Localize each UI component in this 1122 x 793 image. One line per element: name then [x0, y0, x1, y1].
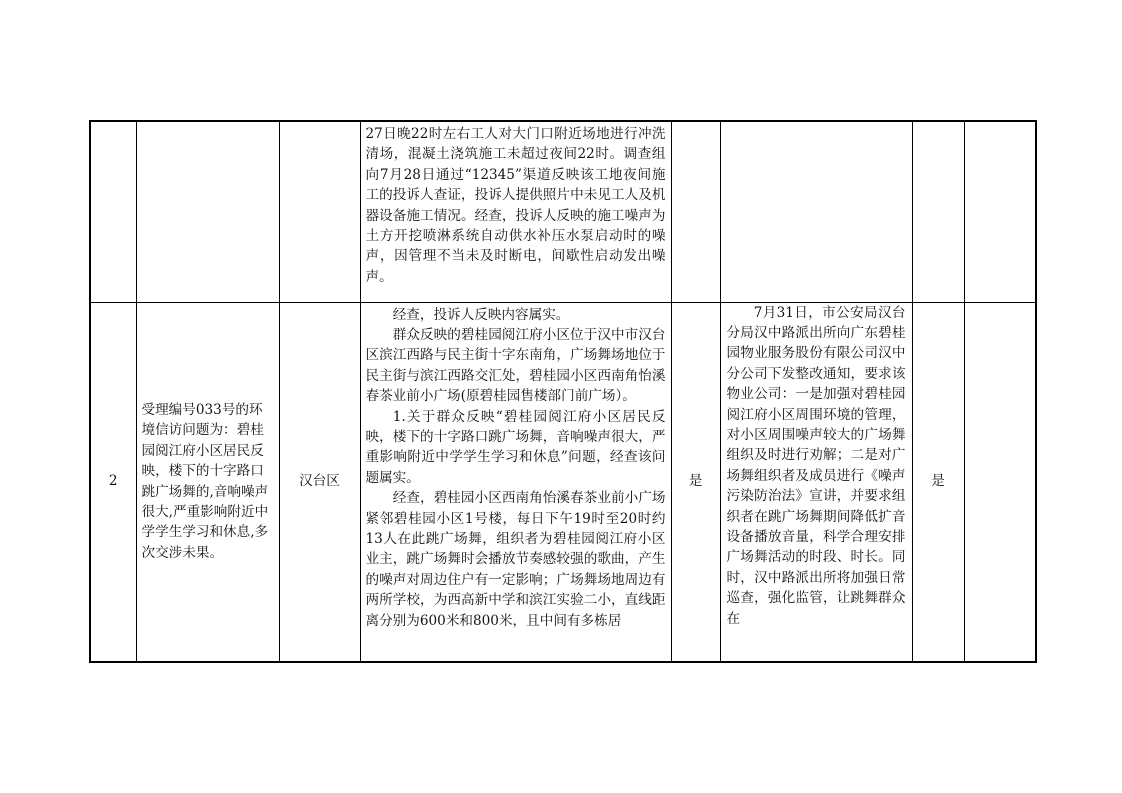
verified-cell: 是: [671, 302, 720, 662]
row-number-cell: [90, 121, 136, 302]
remark-cell: [964, 302, 1036, 662]
row-number-cell: 2: [90, 302, 136, 662]
table-row: [90, 121, 1036, 302]
rectification-cell: [720, 302, 912, 662]
findings-cell: [360, 302, 671, 662]
report-table: [89, 120, 1037, 663]
findings-paragraph: 经查，投诉人反映内容属实。: [392, 306, 570, 323]
district-cell: 汉台区: [279, 302, 360, 662]
findings-paragraph: 27日晚22时左右工人对大门口附近场地进行冲洗清场，混凝土浇筑施工未超过夜间22时。调查组向7月28日通过“12345”渠道反映该工地夜间施工的投诉人查证，投诉人提供照片中未见工人及机器设备施工情况。经查，投诉人反映的施工噪声为土方开挖喷淋系统自动供水补压水泵启动时的噪声，因管理不当未及时断电，间歇性启动发出噪声。: [365, 126, 666, 285]
district-cell: [279, 121, 360, 302]
findings-paragraph: 1.关于群众反映“碧桂园阅江府小区居民反映，楼下的十字路口跳广场舞，音响噪声很大，严重影响附近中学学生学习和休息”问题，经查该问题属实。: [365, 408, 666, 486]
table-row: [90, 302, 1036, 662]
rectification-paragraph: 7月31日，市公安局汉台分局汉中路派出所向广东碧桂园物业服务股份有限公司汉中分公司下发整改通知，要求该物业公司：一是加强对碧桂园阅江府小区周围环境的管理，对小区周围噪声较大的广场舞组织及时进行劝解；二是对广场舞组织者及成员进行《噪声污染防治法》宣讲，并要求组织者在跳广场舞期间降低扩音设备播放音量，科学合理安排广场舞活动的时段、时长。同时，汉中路派出所将加强日常巡查，强化监管，让跳舞群众在: [726, 304, 906, 627]
rectification-cell: [720, 121, 912, 302]
findings-paragraph: 群众反映的碧桂园阅江府小区位于汉中市汉台区滨江西路与民主街十字东南角，广场舞场地位于民主街与滨江西路交汇处，碧桂园小区西南角怡溪春茶业前小广场(原碧桂园售楼部门前广场）。: [365, 326, 666, 405]
issue-text: 受理编号033号的环境信访问题为：碧桂园阅江府小区居民反映，楼下的十字路口跳广场舞的,音响噪声很大,严重影响附近中学学生学习和休息,多次交涉未果。: [141, 401, 269, 561]
issue-cell: [136, 302, 279, 662]
findings-cell: [360, 121, 671, 302]
verified-cell: [671, 121, 720, 302]
accountability-cell: [912, 121, 964, 302]
findings-paragraph: 经查，碧桂园小区西南角怡溪春茶业前小广场紧邻碧桂园小区1号楼，每日下午19时至20时约13人在此跳广场舞，组织者为碧桂园阅江府小区业主，跳广场舞时会播放节奏感较强的歌曲，产生的噪声对周边住户有一定影响；广场舞场地周边有两所学校，为西高新中学和滨江实验二小，直线距离分别为600米和800米，且中间有多栋居: [365, 490, 666, 629]
issue-cell: [136, 121, 279, 302]
remark-cell: [964, 121, 1036, 302]
accountability-cell: 是: [912, 302, 964, 662]
